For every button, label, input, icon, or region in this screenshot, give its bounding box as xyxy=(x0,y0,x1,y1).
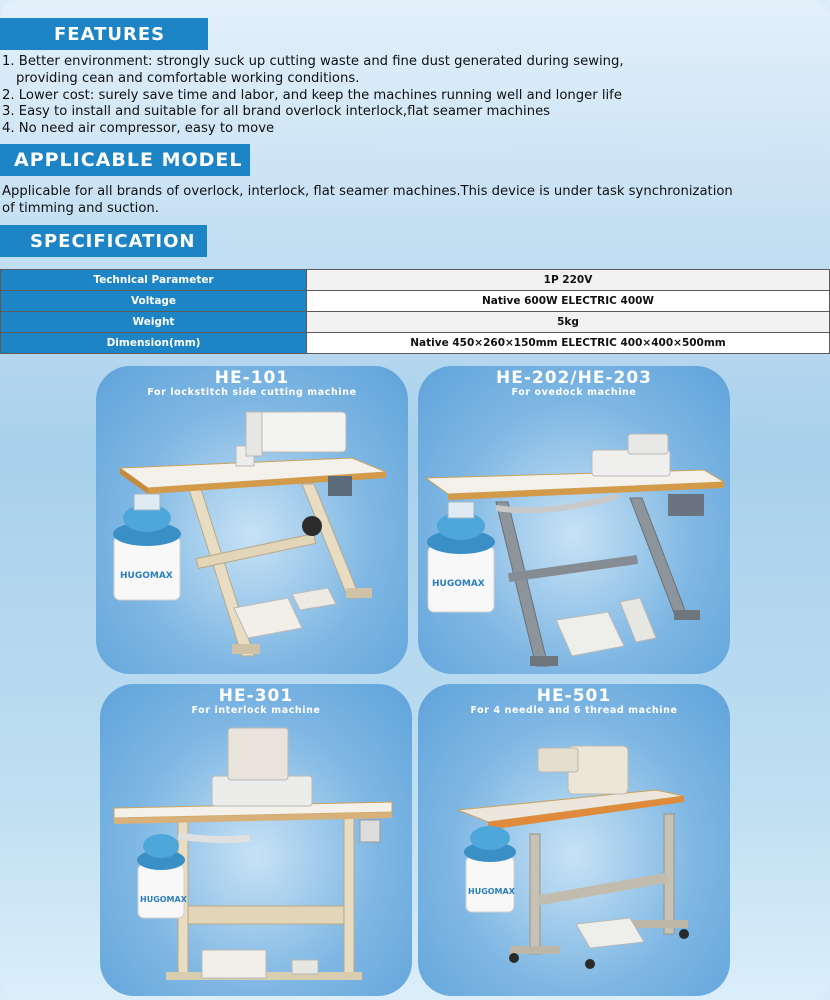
spec-param-cell: Technical Parameter xyxy=(1,270,307,291)
product-card-he-202 xyxy=(418,366,730,674)
product-description: For lockstitch side cutting machine xyxy=(147,387,357,398)
product-model: HE-501 xyxy=(536,686,612,706)
product-model: HE-202/HE-203 xyxy=(496,368,652,388)
machine-table-illustration xyxy=(100,684,412,996)
table-row xyxy=(1,312,830,333)
table-row xyxy=(1,291,830,312)
table-row xyxy=(1,270,830,291)
product-card-he-301 xyxy=(100,684,412,996)
applicable-model-heading: APPLICABLE MODEL xyxy=(0,144,250,176)
feature-item: 1. Better environment: strongly suck up cutting waste and fine dust generated during sewing, xyxy=(2,54,624,69)
specification-table xyxy=(0,269,830,354)
features-list xyxy=(2,54,802,138)
feature-item: 4. No need air compressor, easy to move xyxy=(2,121,275,137)
applicable-model-line: of timming and suction. xyxy=(2,201,159,216)
product-model: HE-301 xyxy=(218,686,294,706)
applicable-model-line: Applicable for all brands of overlock, interlock, flat seamer machines.This device is under task synchronization xyxy=(2,184,733,199)
table-row xyxy=(1,333,830,354)
machine-table-illustration xyxy=(418,366,730,674)
feature-item: 2. Lower cost: surely save time and labor, and keep the machines running well and longer life xyxy=(2,87,622,103)
machine-table-illustration xyxy=(96,366,408,674)
specification-heading: SPECIFICATION xyxy=(0,225,207,257)
features-heading: FEATURES xyxy=(0,18,208,50)
product-model: HE-101 xyxy=(214,368,290,388)
spec-value-cell: Native 600W ELECTRIC 400W xyxy=(307,291,830,312)
spec-param-cell: Weight xyxy=(1,312,307,333)
spec-value-cell: 5kg xyxy=(307,312,830,333)
product-card-he-501 xyxy=(418,684,730,996)
product-card-he-101 xyxy=(96,366,408,674)
brand-label: HUGOMAX xyxy=(120,571,173,581)
product-description: For 4 needle and 6 thread machine xyxy=(470,705,678,716)
applicable-model-text xyxy=(2,183,792,217)
brand-label: HUGOMAX xyxy=(432,579,485,589)
product-description: For interlock machine xyxy=(191,705,321,716)
spec-param-cell: Dimension(mm) xyxy=(1,333,307,354)
brand-label: HUGOMAX xyxy=(468,887,515,896)
spec-value-cell: Native 450×260×150mm ELECTRIC 400×400×500mm xyxy=(307,333,830,354)
machine-table-illustration xyxy=(418,684,730,996)
spec-param-cell: Voltage xyxy=(1,291,307,312)
product-description: For ovedock machine xyxy=(511,387,637,398)
feature-item: 3. Easy to install and suitable for all brand overlock interlock,flat seamer machines xyxy=(2,104,551,120)
feature-item: providing cean and comfortable working conditions. xyxy=(16,70,360,86)
spec-value-cell: 1P 220V xyxy=(307,270,830,291)
brand-label: HUGOMAX xyxy=(140,895,187,904)
